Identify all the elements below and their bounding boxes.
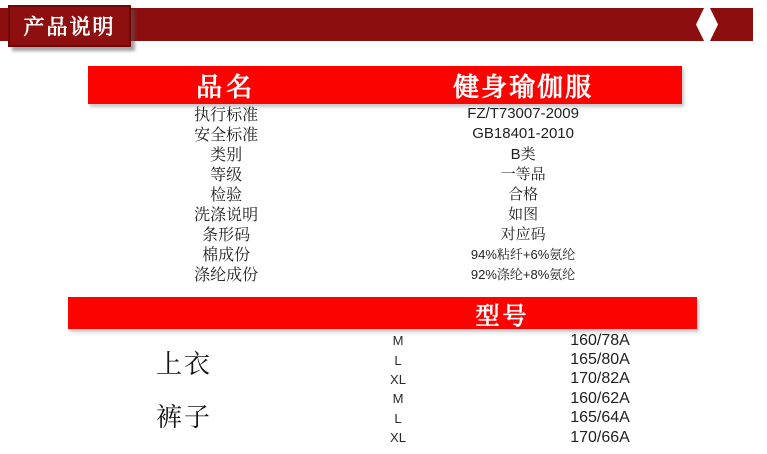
table-row (88, 104, 682, 124)
spec-value: 92%涤纶+8%氨纶 (470, 266, 576, 282)
spec-value: FZ/T73007-2009 (467, 105, 579, 123)
spec-label: 洗涤说明 (194, 206, 259, 224)
spec-value: 94%粘纤+6%氨纶 (470, 246, 576, 262)
garment-group-top-label: 上衣 (156, 350, 213, 379)
size-spec: 170/66A (570, 428, 630, 446)
table-row (88, 263, 682, 283)
size-letter: M (392, 333, 404, 349)
spec-header-name-value: 健身瑜伽服 (453, 72, 594, 102)
spec-label: 条形码 (202, 226, 251, 244)
spec-label: 检验 (210, 187, 243, 205)
spec-label: 涤纶成份 (194, 266, 259, 284)
spec-table-header (88, 66, 682, 104)
spec-label: 执行标准 (194, 107, 259, 125)
spec-label: 等级 (210, 167, 243, 185)
size-letter: M (392, 391, 404, 407)
spec-value: 对应码 (500, 225, 546, 243)
spec-header-name-label: 品名 (196, 72, 257, 102)
table-row (88, 184, 682, 204)
spec-value: GB18401-2010 (472, 125, 574, 143)
size-spec: 160/62A (570, 389, 630, 407)
table-row (88, 243, 682, 263)
garment-group-bottom-label: 裤子 (156, 403, 213, 432)
size-letter: XL (390, 430, 406, 446)
spec-label: 棉成份 (202, 246, 251, 264)
size-letter: L (394, 410, 402, 426)
size-letter: XL (390, 371, 406, 387)
table-row (88, 144, 682, 164)
size-spec: 170/82A (570, 370, 630, 388)
spec-label: 类别 (210, 147, 243, 165)
page-title: 产品说明 (23, 15, 116, 39)
size-header-label: 型号 (475, 303, 530, 330)
table-row (88, 164, 682, 184)
table-row (88, 124, 682, 144)
size-letter: L (394, 352, 402, 368)
size-spec: 165/80A (570, 351, 630, 369)
spec-value: 一等品 (500, 166, 546, 184)
page-title-box (8, 5, 131, 47)
table-row (88, 223, 682, 243)
size-table-header (68, 297, 697, 329)
spec-value: B类 (510, 146, 536, 164)
spec-table (88, 104, 682, 283)
size-spec: 160/78A (570, 331, 630, 349)
size-spec: 165/64A (570, 409, 630, 427)
spec-value: 合格 (508, 186, 539, 204)
spec-value: 如图 (508, 205, 539, 223)
spec-label: 安全标准 (194, 127, 259, 145)
table-row (88, 203, 682, 223)
